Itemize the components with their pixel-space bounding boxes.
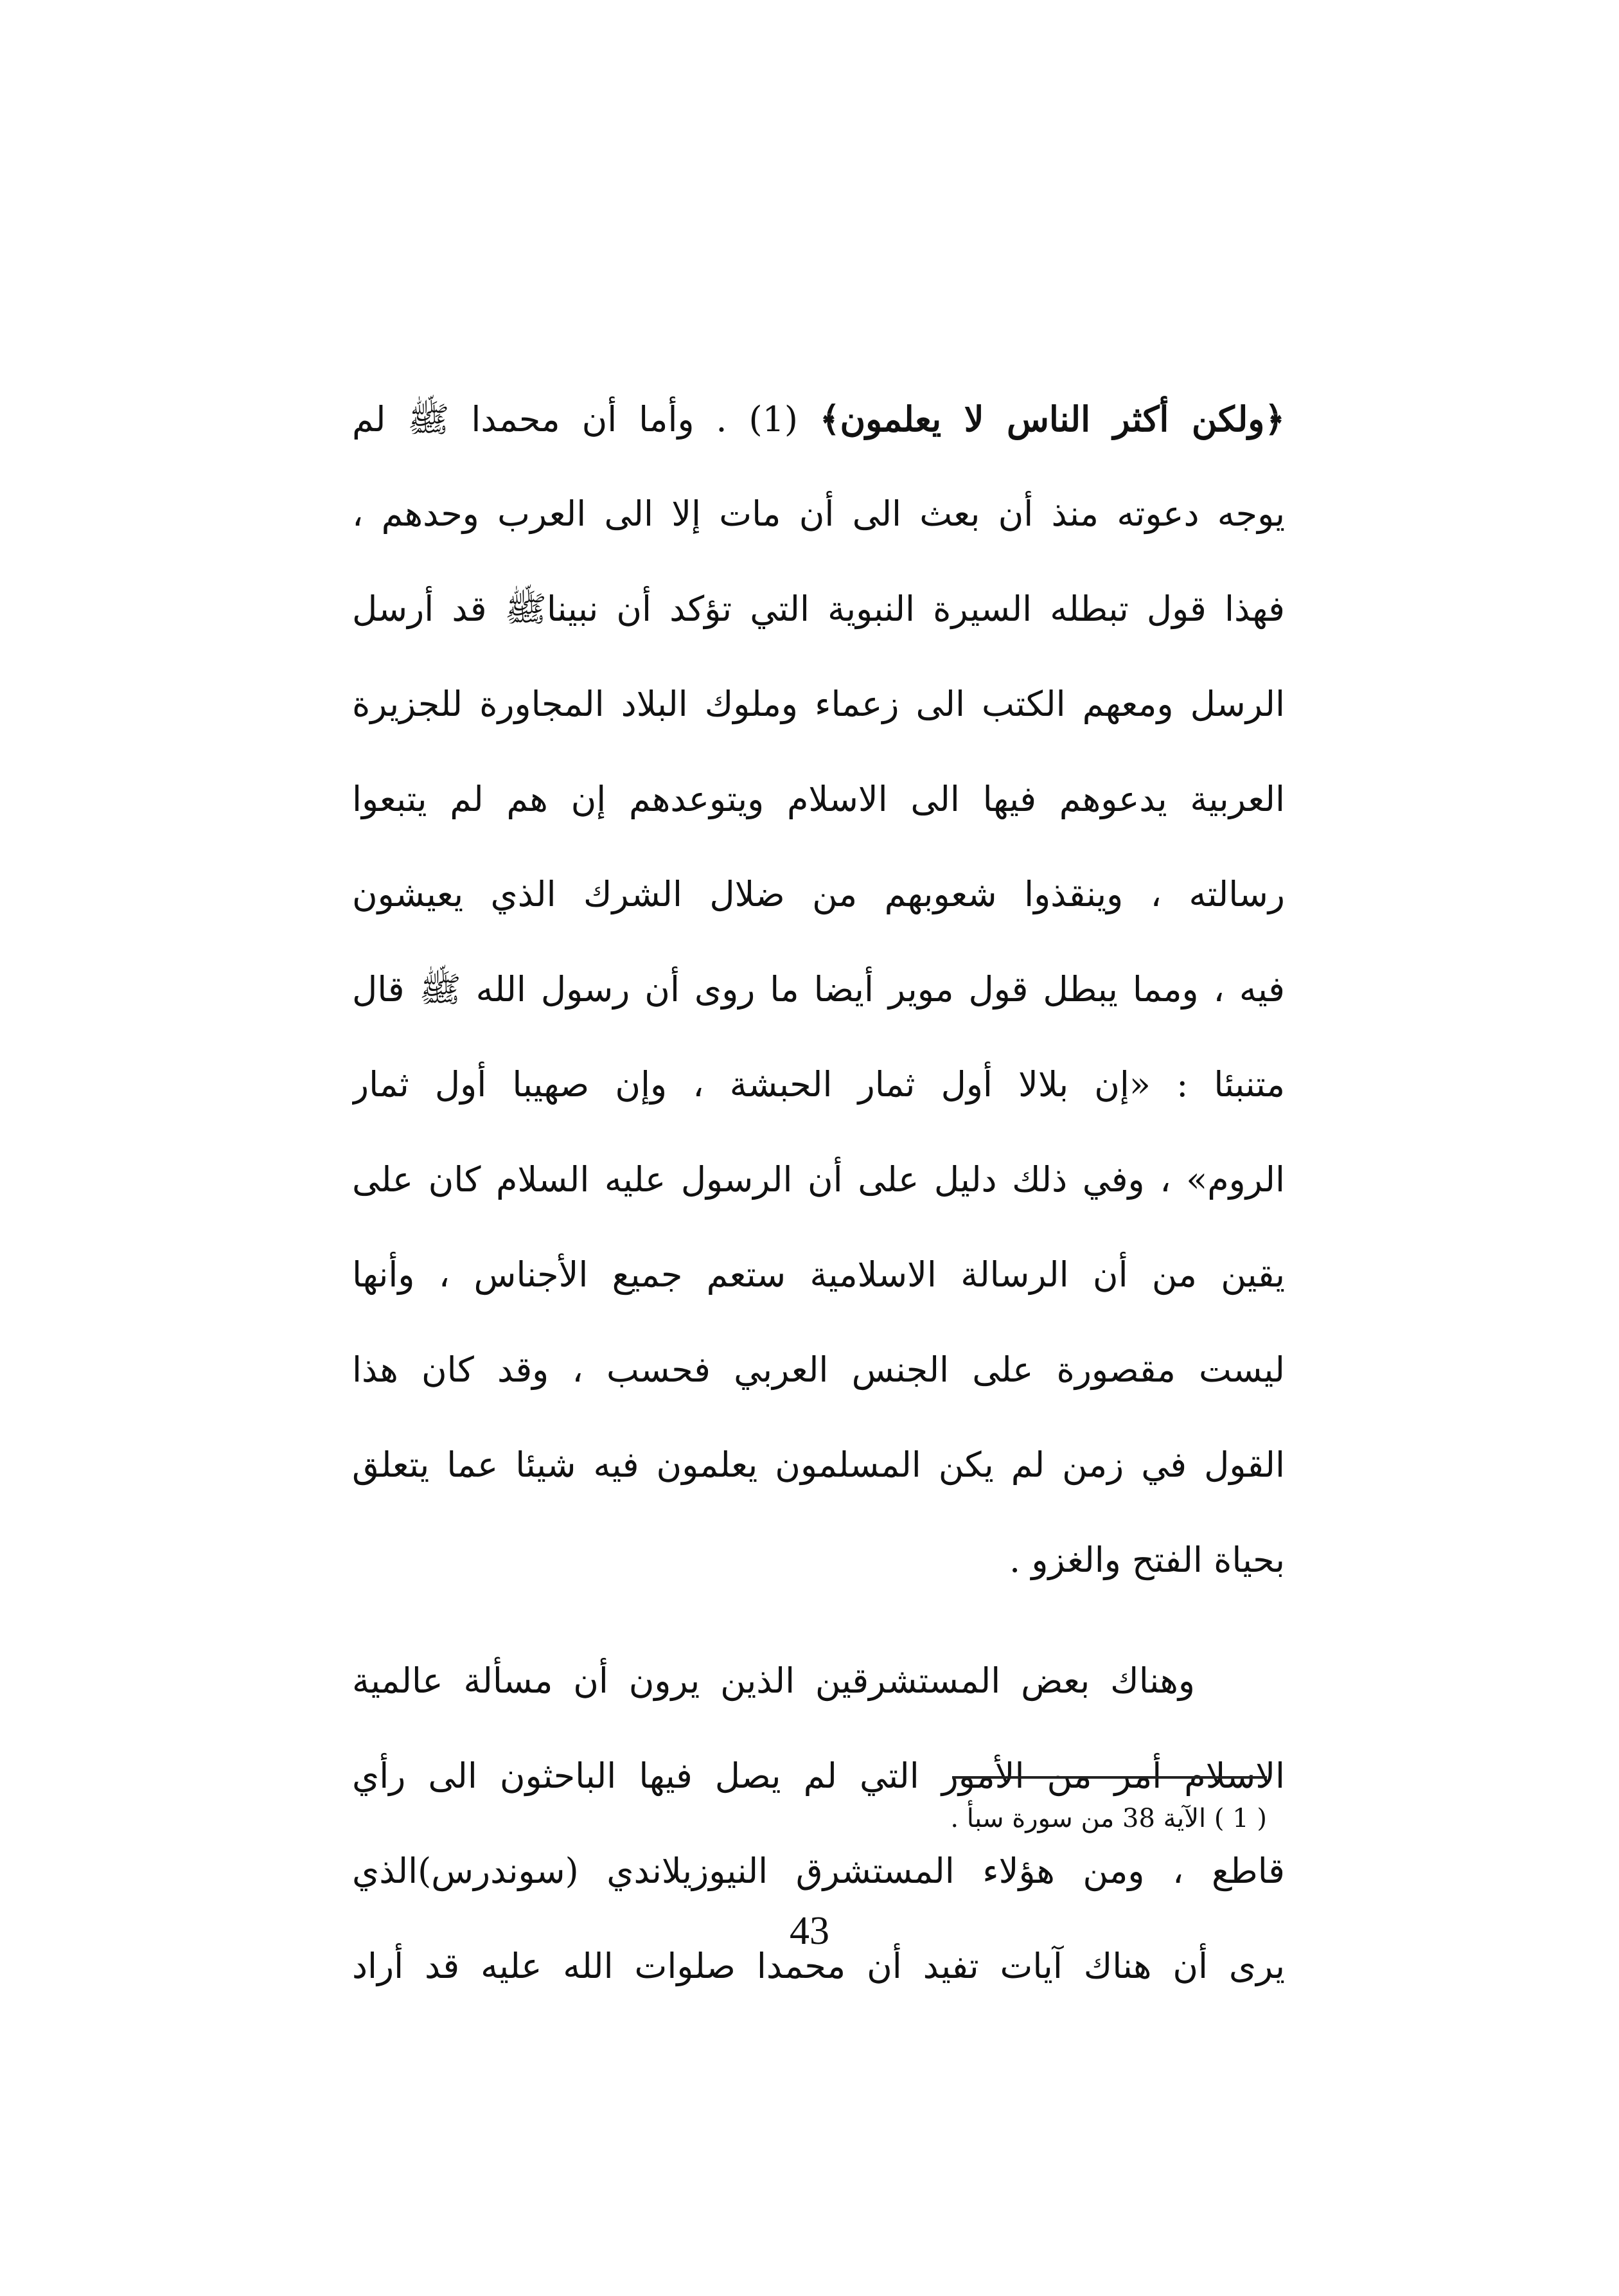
text-line-12: القول في زمن لم يكن المسلمون يعلمون فيه شيئا عما يتعلق — [352, 1445, 1285, 1485]
main-text — [352, 371, 1285, 2014]
text-line-4: الرسل ومعهم الكتب الى زعماء وملوك البلاد المجاورة للجزيرة — [352, 684, 1285, 724]
text-line-14: وهناك بعض المستشرقين الذين يرون أن مسألة عالمية — [352, 1660, 1195, 1701]
text-line-17: يرى أن هناك آيات تفيد أن محمدا صلوات الله عليه قد أراد — [352, 1946, 1285, 1986]
paragraph-gap — [352, 1608, 1285, 1633]
text-line-6: رسالته ، وينقذوا شعوبهم من ضلال الشرك الذي يعيشون — [352, 874, 1285, 914]
text-line-7: فيه ، ومما يبطل قول موير أيضا ما روى أن رسول الله ﷺ قال — [352, 969, 1285, 1010]
page-number: 43 — [790, 1909, 829, 1953]
footnote: ( 1 ) الآية 38 من سورة سبأ . — [950, 1804, 1267, 1833]
quran-quote: ﴿ولكن أكثر الناس لا يعلمون﴾ — [819, 398, 1285, 440]
text-line-5: العربية يدعوهم فيها الى الاسلام ويتوعدهم إن هم لم يتبعوا — [352, 779, 1285, 819]
text-line-11: ليست مقصورة على الجنس العربي فحسب ، وقد كان هذا — [352, 1349, 1285, 1390]
text-line-2: يوجه دعوته منذ أن بعث الى أن مات إلا الى العرب وحدهم ، — [352, 494, 1285, 534]
text-line-16: قاطع ، ومن هؤلاء المستشرق النيوزيلاندي (سوندرس)الذي — [352, 1851, 1285, 1891]
text-line-1-rest: (1) . وأما أن محمدا ﷺ لم — [352, 399, 798, 440]
text-line-8: متنبئا : «إن بلالا أول ثمار الحبشة ، وإن صهيبا أول ثمار — [352, 1064, 1285, 1105]
text-line-10: يقين من أن الرسالة الاسلامية ستعم جميع الأجناس ، وأنها — [352, 1254, 1285, 1295]
text-line-15: الاسلام أمر من الأمور التي لم يصل فيها الباحثون الى رأي — [352, 1756, 1285, 1796]
text-line-13: بحياة الفتح والغزو . — [1009, 1540, 1285, 1580]
text-line-1 — [352, 371, 1285, 467]
text-line-9: الروم» ، وفي ذلك دليل على أن الرسول عليه السلام كان على — [352, 1159, 1285, 1200]
text-line-3: فهذا قول تبطله السيرة النبوية التي تؤكد أن نبيناﷺ قد أرسل — [352, 589, 1285, 629]
footnote-separator — [952, 1776, 1267, 1779]
